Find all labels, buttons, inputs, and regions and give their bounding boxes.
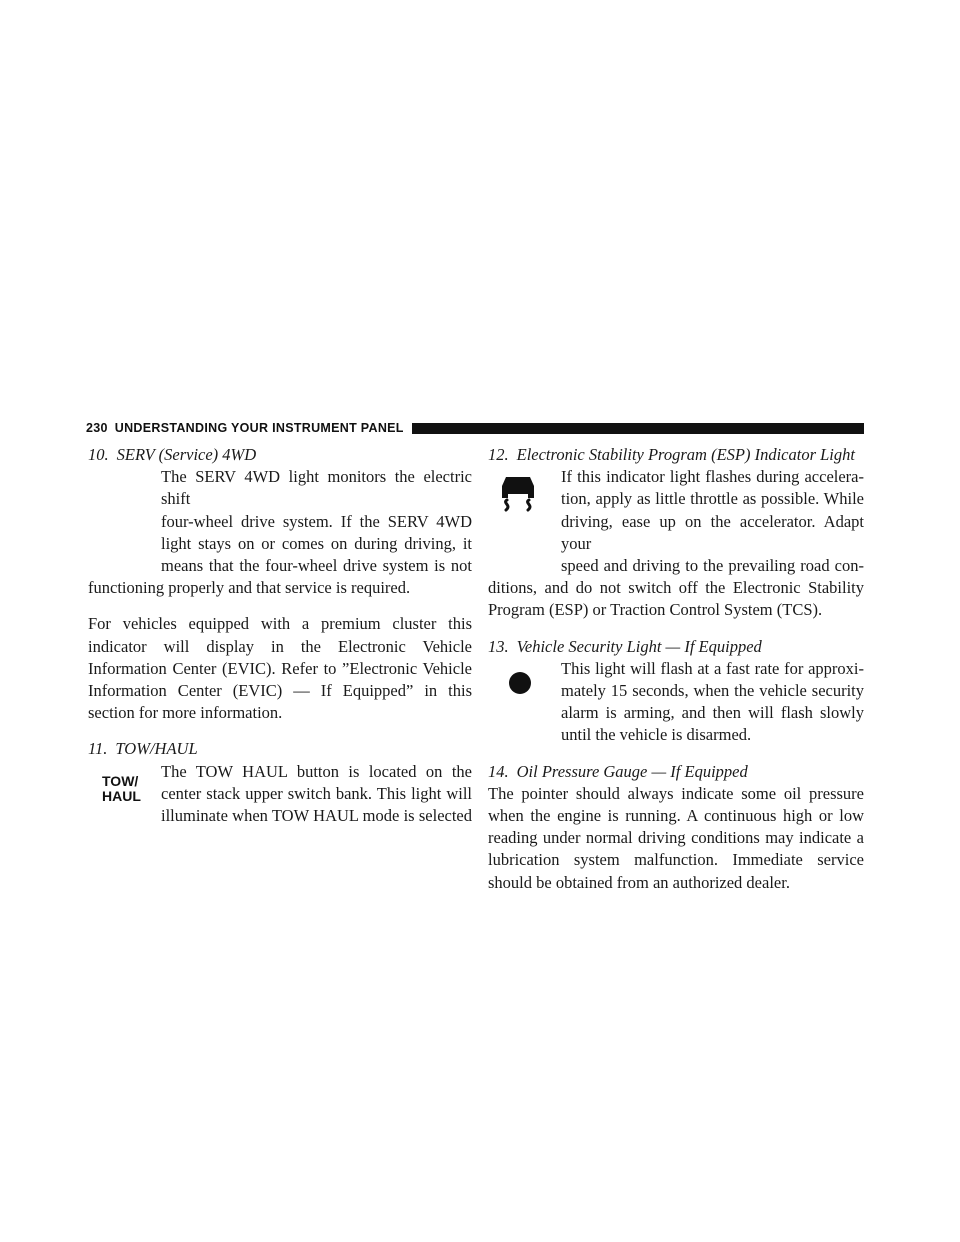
section-14	[488, 761, 864, 894]
section-10-line: means that the four-wheel drive system is not	[161, 556, 472, 576]
section-10-line: four-wheel drive system. If the SERV 4WD	[161, 511, 472, 531]
section-13-title: Vehicle Security Light — If Equipped	[516, 636, 762, 656]
section-10-line: light stays on or comes on during driving, it	[161, 533, 472, 553]
section-10-number: 10.	[88, 445, 109, 464]
section-12-line: speed and driving to the prevailing road con-	[561, 556, 864, 576]
section-13-line: This light will flash at a fast rate for approxi-	[561, 658, 864, 678]
right-column	[488, 444, 864, 908]
section-13-heading	[488, 636, 864, 658]
section-12-line: ditions, and do not switch off the Electronic Stability	[488, 578, 864, 598]
section-14-heading	[488, 761, 864, 783]
section-13-number: 13.	[488, 636, 509, 656]
section-14-title: Oil Pressure Gauge — If Equipped	[516, 761, 748, 781]
page-header	[86, 418, 864, 438]
skid-car-icon	[498, 472, 538, 512]
section-14-line: lubrication system malfunction. Immediate service	[488, 850, 864, 870]
section-12-line: If this indicator light flashes during accelera-	[561, 467, 864, 487]
section-12-number: 12.	[488, 445, 509, 464]
section-13	[488, 636, 864, 747]
section-11-title: TOW/HAUL	[115, 739, 198, 759]
section-12-heading	[488, 444, 864, 466]
section-12	[488, 444, 864, 622]
section-14-line: should be obtained from an authorized dealer.	[488, 872, 790, 892]
section-14-line: reading under normal driving conditions may indicate a	[488, 828, 864, 848]
section-11-line: illuminate when TOW HAUL mode is selected	[161, 806, 472, 826]
page-number: 230	[86, 421, 108, 435]
section-14-line: when the engine is running. A continuous high or low	[488, 806, 864, 826]
section-13-line: until the vehicle is disarmed.	[561, 725, 752, 745]
left-column	[88, 444, 472, 841]
section-11	[88, 738, 472, 827]
section-10	[88, 444, 472, 599]
security-light-icon	[506, 669, 534, 697]
section-12-line: Program (ESP) or Traction Control System (TCS).	[488, 600, 823, 620]
section-14-number: 14.	[488, 761, 509, 781]
tow-haul-icon-line: TOW/	[102, 772, 139, 789]
section-12-title: Electronic Stability Program (ESP) Indicator Light	[516, 445, 855, 464]
section-12-line: tion, apply as little throttle as possible. While	[561, 489, 864, 509]
section-10-heading	[88, 444, 472, 466]
header-rule	[412, 423, 864, 434]
section-title: UNDERSTANDING YOUR INSTRUMENT PANEL	[114, 421, 404, 435]
evic-paragraph: For vehicles equipped with a premium cluster this indicator will display in the Electronic Vehicle Information Center (EVIC). Refer to ”Electronic Vehicle Information Center (EVIC) — If Equipped” in this section for more information.	[88, 614, 472, 723]
section-10-line: The SERV 4WD light monitors the electric shift	[161, 467, 472, 509]
section-11-number: 11.	[88, 739, 108, 759]
section-11-heading	[88, 738, 472, 760]
tow-haul-icon-line: HAUL	[102, 787, 141, 804]
section-13-line: mately 15 seconds, when the vehicle security	[561, 681, 864, 701]
section-11-line: center stack upper switch bank. This light will	[161, 783, 472, 803]
section-13-line: alarm is arming, and then will flash slowly	[561, 703, 864, 723]
section-14-line: The pointer should always indicate some oil pressure	[488, 783, 864, 803]
tow-haul-icon	[102, 774, 141, 804]
section-12-line: driving, ease up on the accelerator. Adapt your	[561, 511, 864, 553]
section-10-title: SERV (Service) 4WD	[116, 445, 257, 464]
section-10-line: functioning properly and that service is required.	[88, 578, 411, 598]
section-11-line: The TOW HAUL button is located on the	[161, 761, 472, 781]
